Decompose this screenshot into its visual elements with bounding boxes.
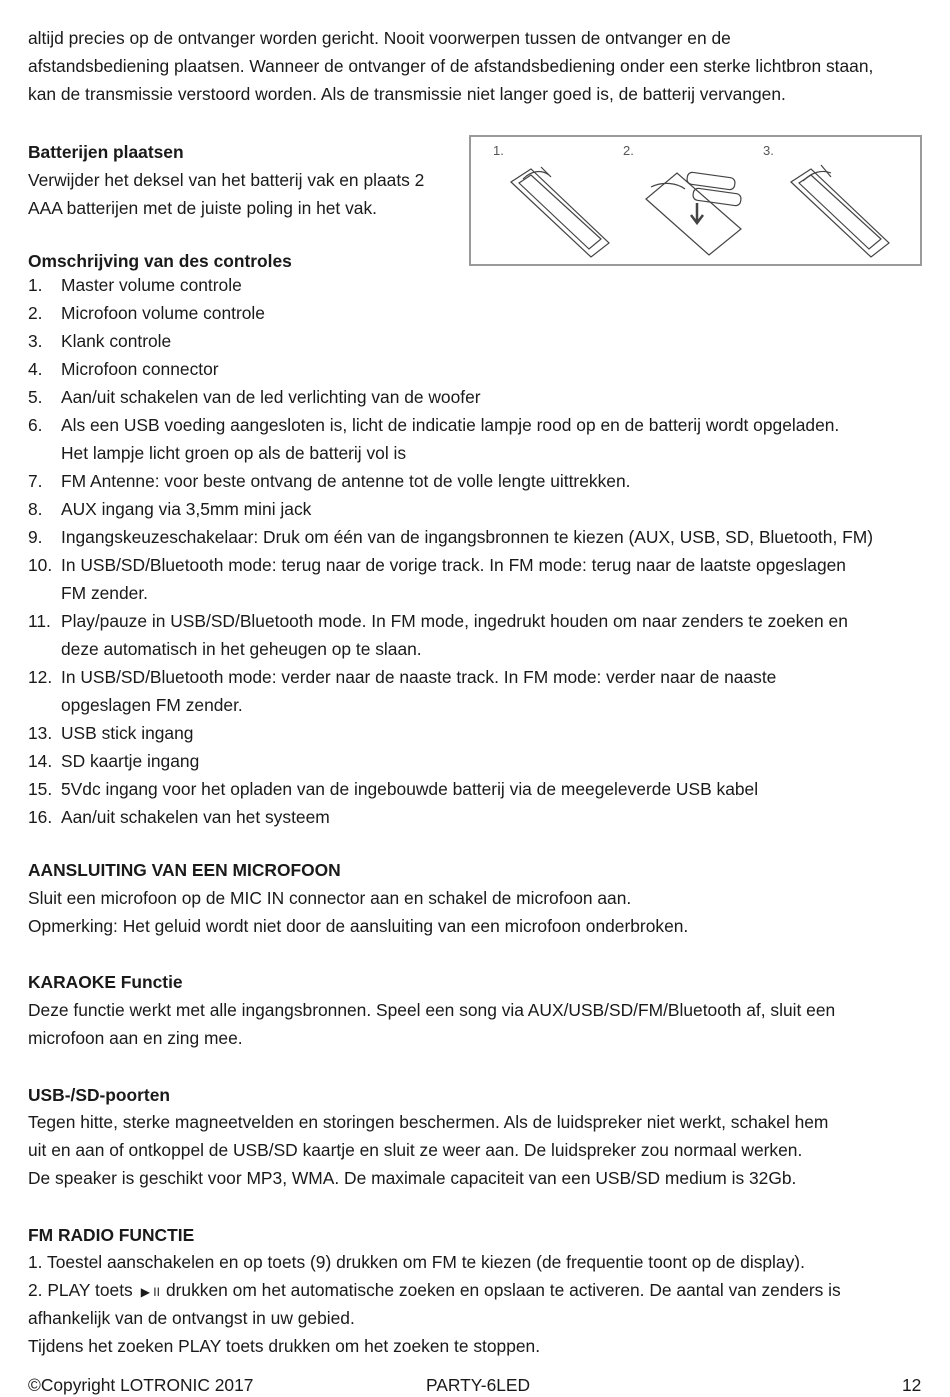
list-item: USB stick ingang — [61, 723, 194, 743]
list-item-number: 5. — [28, 387, 43, 407]
list-item: Microfoon volume controle — [61, 303, 265, 323]
fm-line-1: 1. Toestel aanschakelen en op toets (9) drukken om FM te kiezen (de frequentie toont op de display). — [28, 1252, 805, 1272]
intro-line-1: altijd precies op de ontvanger worden gericht. Nooit voorwerpen tussen de ontvanger en de — [28, 28, 731, 48]
fm-heading: FM RADIO FUNCTIE — [28, 1225, 195, 1245]
list-item-continuation: deze automatisch in het geheugen op te slaan. — [61, 639, 422, 659]
list-item-number: 16. — [28, 807, 53, 827]
intro-line-3: kan de transmissie verstoord worden. Als de transmissie niet langer goed is, de batterij vervangen. — [28, 84, 786, 104]
karaoke-heading: KARAOKE Functie — [28, 972, 183, 992]
usb-heading: USB-/SD-poorten — [28, 1085, 171, 1105]
controls-heading: Omschrijving van des controles — [28, 251, 292, 271]
usb-line-1: Tegen hitte, sterke magneetvelden en storingen beschermen. Als de luidspreker niet werkt, schakel hem — [28, 1112, 829, 1132]
fm-line-2 — [28, 1276, 841, 1306]
karaoke-line-2: microfoon aan en zing mee. — [28, 1028, 243, 1048]
remote-battery-illustration — [471, 137, 920, 264]
list-item-number: 3. — [28, 331, 43, 351]
batteries-line-1: Verwijder het deksel van het batterij vak en plaats 2 — [28, 170, 425, 190]
list-item: Klank controle — [61, 331, 172, 351]
list-item-number: 9. — [28, 527, 43, 547]
list-item: SD kaartje ingang — [61, 751, 200, 771]
usb-line-2: uit en aan of ontkoppel de USB/SD kaartje en sluit ze weer aan. De luidspreker zou normaal werken. — [28, 1140, 803, 1160]
list-item: Aan/uit schakelen van de led verlichting van de woofer — [61, 387, 481, 407]
usb-line-3: De speaker is geschikt voor MP3, WMA. De maximale capaciteit van een USB/SD medium is 32Gb. — [28, 1168, 797, 1188]
list-item-continuation: Het lampje licht groen op als de batterij vol is — [61, 443, 407, 463]
list-item-continuation: opgeslagen FM zender. — [61, 695, 243, 715]
footer-copyright: ©Copyright LOTRONIC 2017 — [28, 1375, 254, 1395]
list-item-number: 12. — [28, 667, 53, 687]
list-item-number: 2. — [28, 303, 43, 323]
figure-step-3: 3. — [763, 143, 774, 158]
intro-line-2: afstandsbediening plaatsen. Wanneer de ontvanger of de afstandsbediening onder een sterke lichtbron staan, — [28, 56, 874, 76]
list-item-number: 8. — [28, 499, 43, 519]
footer-model: PARTY-6LED — [426, 1375, 531, 1395]
microphone-line-2: Opmerking: Het geluid wordt niet door de aansluiting van een microfoon onderbroken. — [28, 916, 689, 936]
figure-step-2: 2. — [623, 143, 634, 158]
batteries-line-2: AAA batterijen met de juiste poling in het vak. — [28, 198, 377, 218]
microphone-line-1: Sluit een microfoon op de MIC IN connector aan en schakel de microfoon aan. — [28, 888, 632, 908]
list-item-number: 10. — [28, 555, 53, 575]
list-item: In USB/SD/Bluetooth mode: terug naar de vorige track. In FM mode: terug naar de laatste opgeslagen — [61, 555, 846, 575]
karaoke-line-1: Deze functie werkt met alle ingangsbronnen. Speel een song via AUX/USB/SD/FM/Bluetooth af, sluit een — [28, 1000, 836, 1020]
list-item-number: 15. — [28, 779, 53, 799]
list-item: Master volume controle — [61, 275, 242, 295]
list-item: FM Antenne: voor beste ontvang de antenne tot de volle lengte uittrekken. — [61, 471, 631, 491]
list-item-number: 4. — [28, 359, 43, 379]
list-item-number: 11. — [28, 611, 51, 631]
list-item-continuation: FM zender. — [61, 583, 148, 603]
play-pause-icon: ▶ II — [140, 1285, 160, 1299]
list-item-number: 7. — [28, 471, 43, 491]
list-item: Microfoon connector — [61, 359, 219, 379]
list-item: AUX ingang via 3,5mm mini jack — [61, 499, 312, 519]
list-item: Als een USB voeding aangesloten is, licht de indicatie lampje rood op en de batterij wordt opgeladen. — [61, 415, 840, 435]
fm-line-2-end: drukken om het automatische zoeken en opslaan te activeren. De aantal van zenders is — [165, 1280, 841, 1300]
list-item-number: 6. — [28, 415, 43, 435]
list-item: Ingangskeuzeschakelaar: Druk om één van de ingangsbronnen te kiezen (AUX, USB, SD, Bluetooth, FM) — [61, 527, 874, 547]
page-number: 12 — [902, 1375, 922, 1395]
list-item: 5Vdc ingang voor het opladen van de ingebouwde batterij via de meegeleverde USB kabel — [61, 779, 759, 799]
list-item: Aan/uit schakelen van het systeem — [61, 807, 330, 827]
batteries-heading: Batterijen plaatsen — [28, 142, 184, 162]
fm-line-3: afhankelijk van de ontvangst in uw gebied. — [28, 1308, 355, 1328]
microphone-heading: AANSLUITING VAN EEN MICROFOON — [28, 860, 341, 880]
list-item-number: 13. — [28, 723, 53, 743]
list-item: Play/pauze in USB/SD/Bluetooth mode. In FM mode, ingedrukt houden om naar zenders te zoeken en — [61, 611, 848, 631]
list-item-number: 14. — [28, 751, 53, 771]
fm-line-2-start: 2. PLAY toets — [28, 1280, 133, 1300]
figure-step-1: 1. — [493, 143, 504, 158]
list-item-number: 1. — [28, 275, 43, 295]
list-item: In USB/SD/Bluetooth mode: verder naar de naaste track. In FM mode: verder naar de naaste — [61, 667, 777, 687]
fm-line-4: Tijdens het zoeken PLAY toets drukken om het zoeken te stoppen. — [28, 1336, 541, 1356]
battery-installation-figure — [469, 135, 922, 266]
